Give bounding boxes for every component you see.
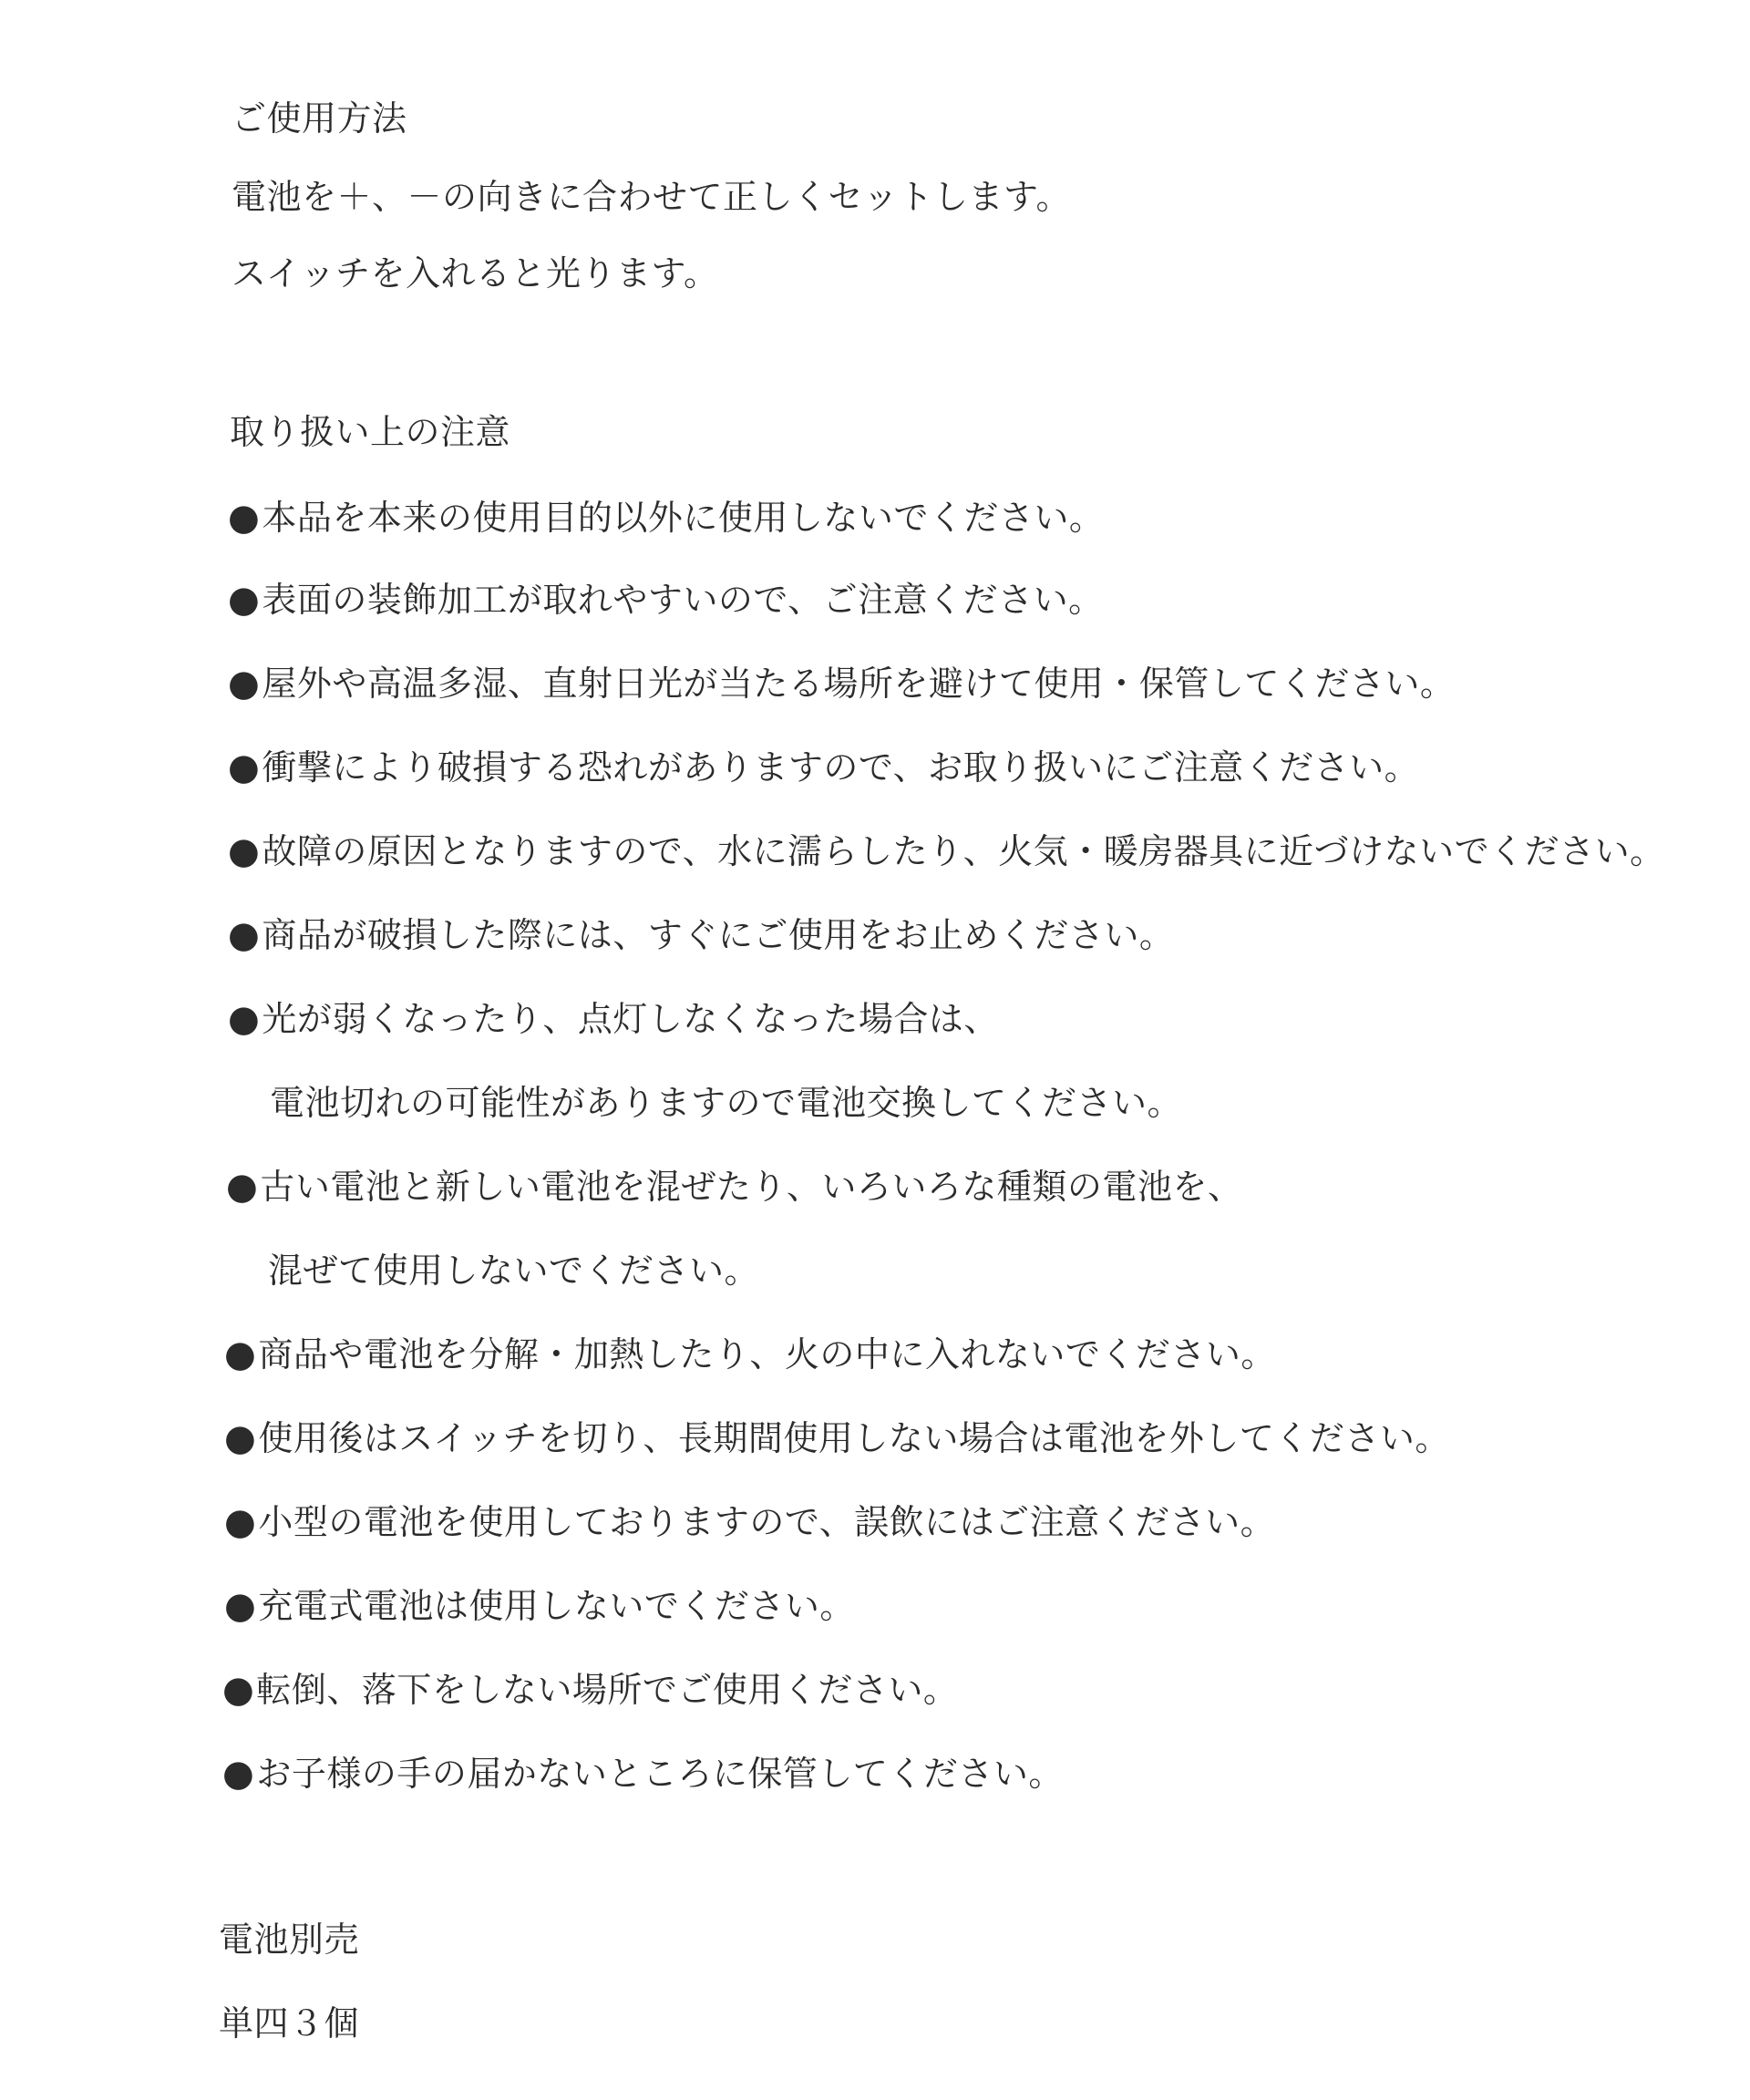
caution-text: 商品が破損した際には、すぐにご使用をお止めください。 [262,915,1175,955]
caution-item-4 [228,746,1419,789]
caution-text: 屋外や高温多湿、直射日光が当たる場所を避けて使用・保管してください。 [262,664,1456,704]
battery-spec: 単四３個 [219,2003,360,2043]
caution-text: 故障の原因となりますので、水に濡らしたり、火気・暖房器具に近づけないでください。 [262,831,1665,871]
caution-text: 衝撃により破損する恐れがありますので、お取り扱いにご注意ください。 [262,747,1420,788]
caution-text: 表面の装飾加工が取れやすいので、ご注意ください。 [262,580,1104,620]
caution-item-14 [222,1752,1064,1796]
bullet-icon: ● [228,914,261,956]
bullet-icon: ● [228,579,261,621]
bullet-icon: ● [224,1417,257,1459]
bullet-icon: ● [222,1753,255,1795]
caution-item-3 [228,662,1455,705]
battery-heading: 電池別売 [219,1920,360,1960]
usage-line-1: 電池を＋、－の向きに合わせて正しくセットします。 [232,177,1071,217]
bullet-icon: ● [222,1669,255,1711]
caution-text: 使用後はスイッチを切り、長期間使用しない場合は電池を外してください。 [258,1418,1450,1458]
caution-text: お子様の手の届かないところに保管してください。 [256,1754,1064,1794]
caution-item-8 [226,1165,1242,1209]
bullet-icon: ● [228,497,261,539]
bullet-icon: ● [228,830,261,872]
bullet-icon: ● [224,1585,257,1627]
caution-text: 光が弱くなったり、点灯しなくなった場合は、 [262,999,999,1039]
usage-heading: ご使用方法 [232,98,407,139]
bullet-icon: ● [228,746,261,788]
caution-text: 本品を本来の使用目的以外に使用しないでください。 [262,498,1105,538]
caution-item-7-continuation: 電池切れの可能性がありますので電池交換してください。 [270,1083,1183,1123]
caution-text: 充電式電池は使用しないでください。 [258,1586,855,1626]
caution-text: 転倒、落下をしない場所でご使用ください。 [256,1670,959,1710]
caution-item-8-continuation: 混ぜて使用しないでください。 [268,1251,760,1291]
bullet-icon: ● [228,663,261,705]
caution-item-5 [228,829,1665,873]
caution-text: 小型の電池を使用しておりますので、誤飲にはご注意ください。 [258,1502,1276,1542]
caution-item-2 [228,578,1104,622]
bullet-icon: ● [224,1501,257,1543]
bullet-icon: ● [224,1333,257,1375]
usage-line-2: スイッチを入れると光ります。 [232,253,719,293]
caution-item-11 [224,1500,1275,1544]
caution-item-1 [228,496,1104,540]
caution-item-13 [222,1668,958,1712]
caution-item-6 [228,913,1174,957]
caution-item-10 [224,1416,1450,1460]
bullet-icon: ● [228,998,261,1040]
caution-item-9 [224,1333,1276,1376]
caution-text: 商品や電池を分解・加熱したり、火の中に入れないでください。 [258,1334,1276,1374]
caution-item-12 [224,1584,855,1628]
caution-item-7 [228,997,999,1041]
caution-text: 古い電池と新しい電池を混ぜたり、いろいろな種類の電池を、 [260,1167,1243,1207]
cautions-heading: 取り扱い上の注意 [230,412,511,452]
bullet-icon: ● [226,1166,259,1208]
